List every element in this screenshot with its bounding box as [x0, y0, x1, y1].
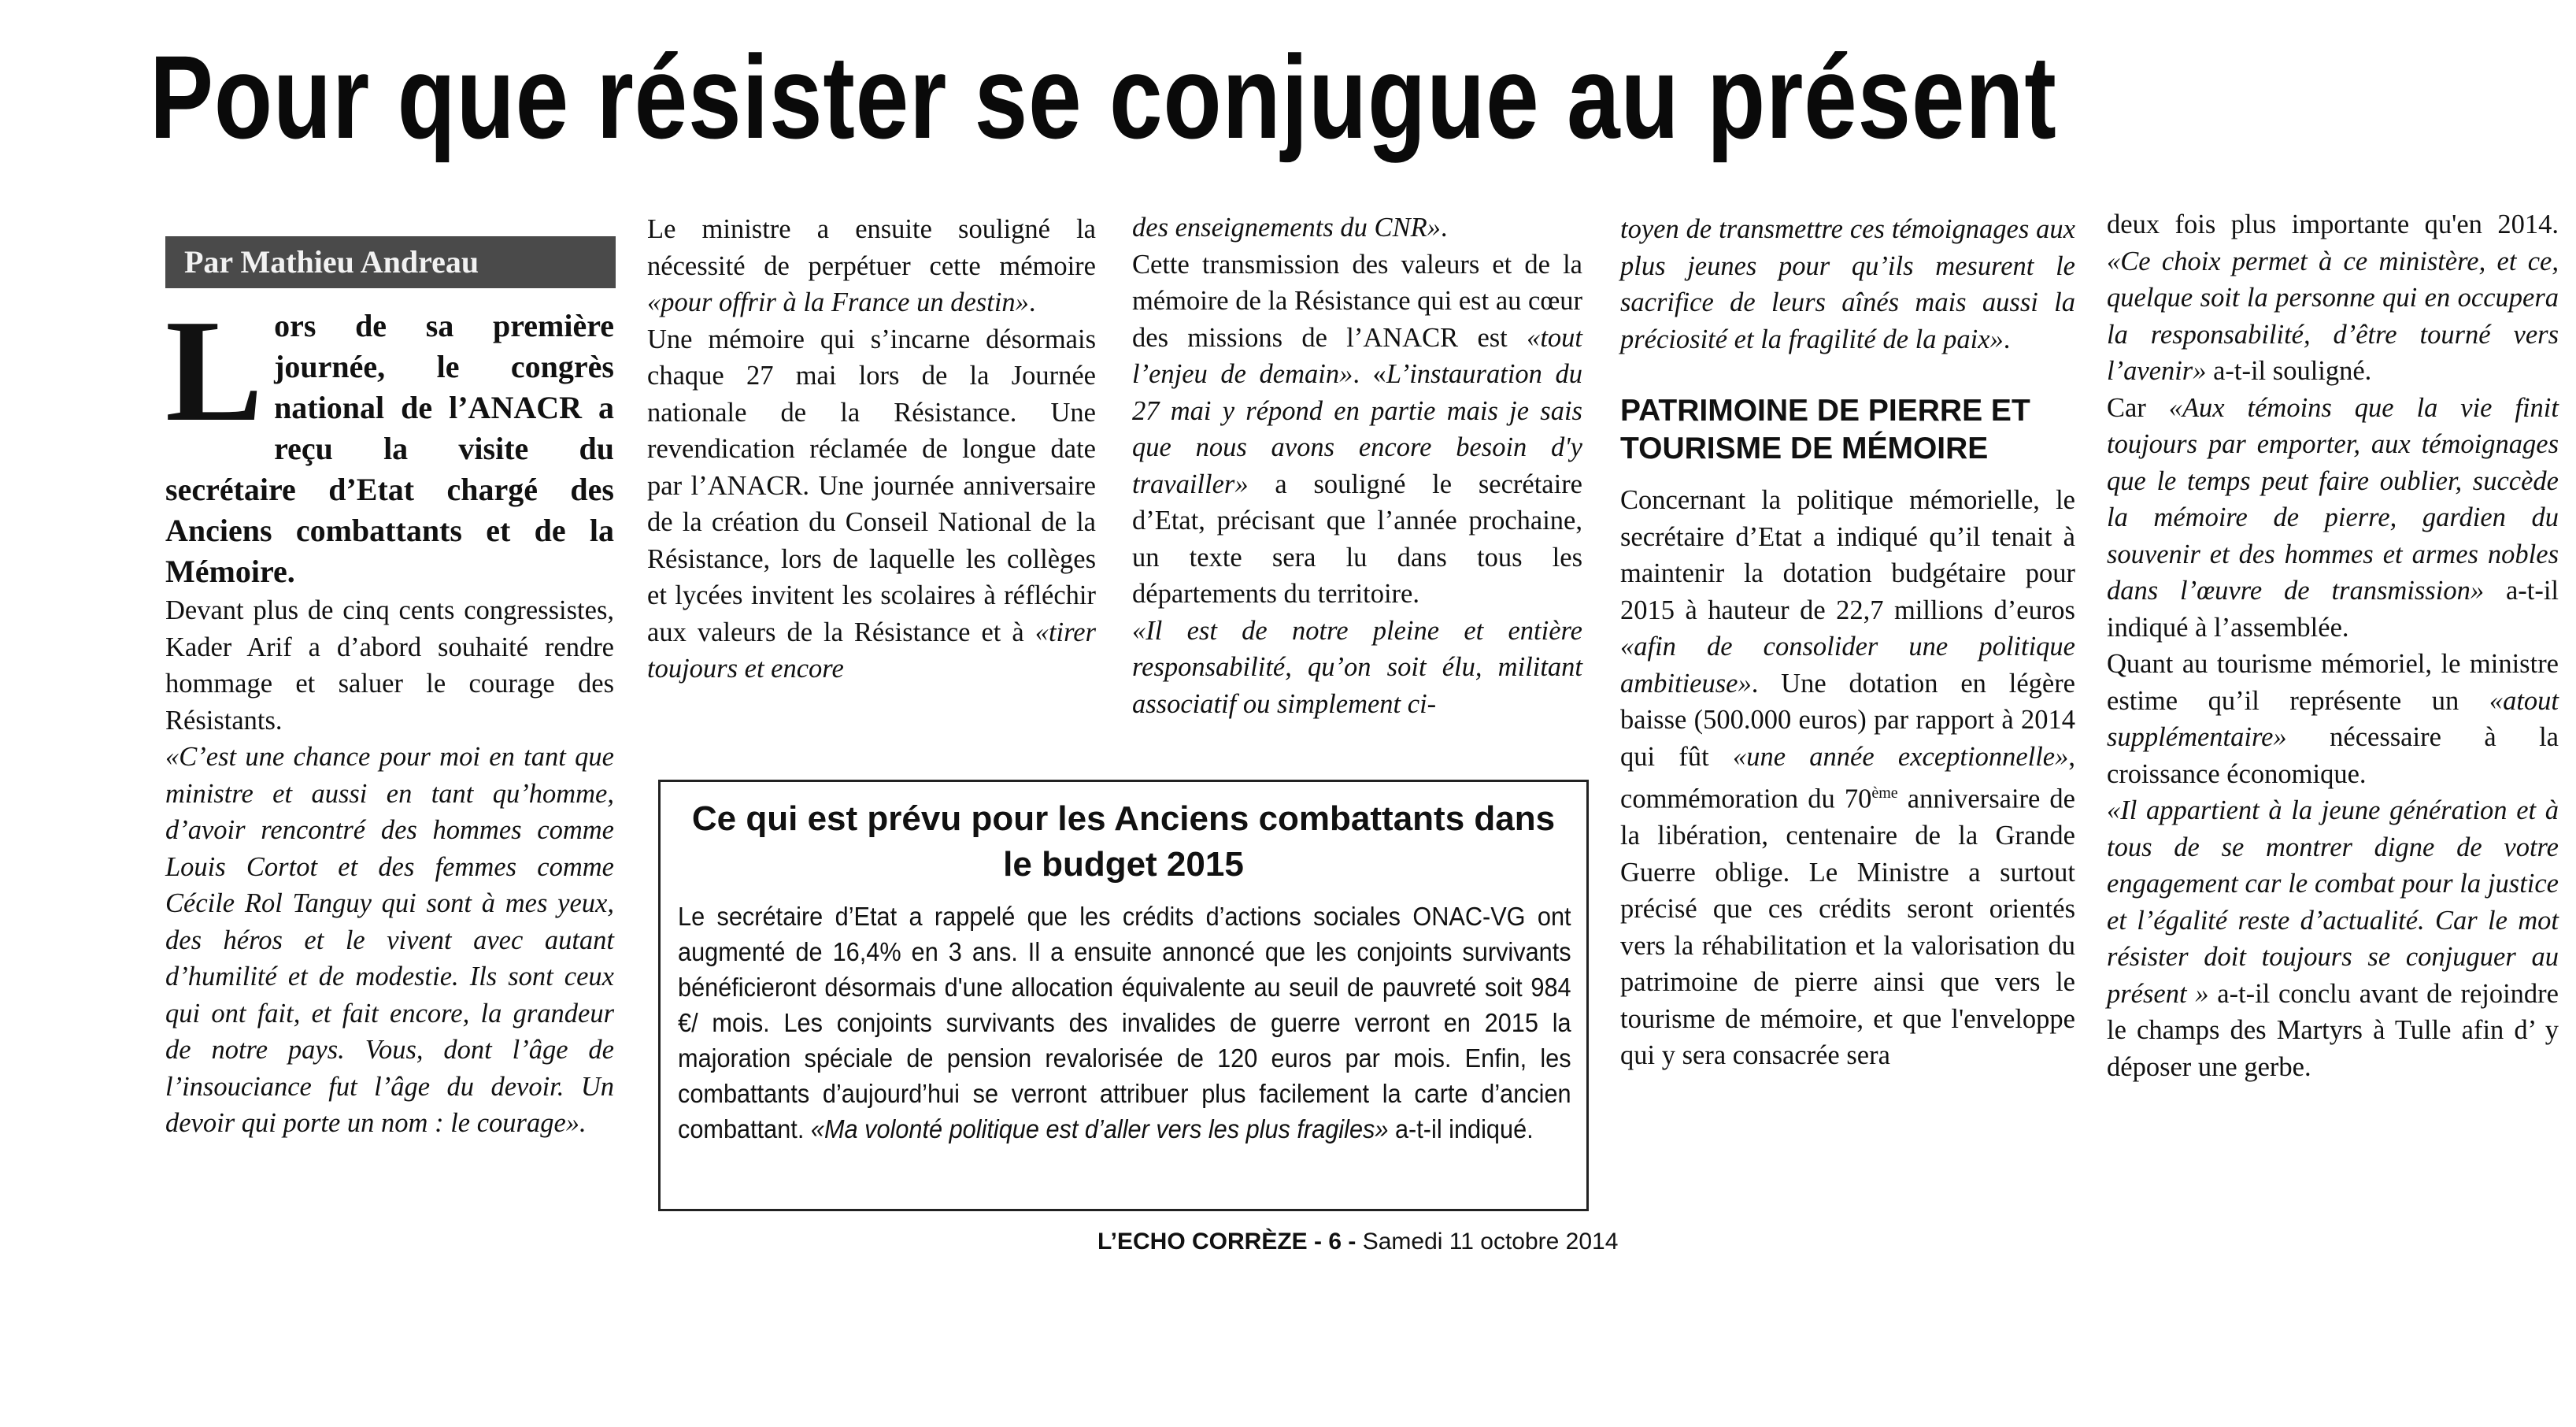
column-5 — [2107, 206, 2559, 1085]
column-3 — [1132, 209, 1582, 722]
box-title: Ce qui est prévu pour les Anciens combattants dans le budget 2015 — [691, 799, 1556, 884]
column-2 — [647, 211, 1096, 688]
lead-paragraph — [165, 290, 614, 592]
paragraph: Une mémoire qui s’incarne désormais chaque 27 mai lors de la Journée nationale de la Résistance. Une revendication réclamée de longue date par l’ANACR. Une journée anniversaire de la création du Conseil National de la Résistance, lors de laquelle les collèges et lycées invitent les scolaires à réfléchir aux valeurs de la Résistance et à «tirer toujours et encore — [647, 324, 1096, 684]
page-footer — [1097, 1229, 1618, 1255]
paragraph: «Il appartient à la jeune génération et à tous de se montrer digne de votre engagement car le combat pour la justice et l’égalité reste d’actualité. Car le mot résister doit toujours se conjuguer au présent » a-t-il conclu avant de rejoindre le champs des Martyrs à Tulle afin d’ y déposer une gerbe. — [2107, 795, 2559, 1082]
section-subheading: PATRIMOINE DE PIERRE ET TOURISME DE MÉMOIRE — [1620, 394, 2030, 465]
paragraph: Quant au tourisme mémoriel, le ministre estime qu’il représente un «atout supplémentaire» nécessaire à la croissance économique. — [2107, 649, 2559, 789]
paragraph: des enseignements du CNR». — [1132, 213, 1448, 243]
lead-text: ors de sa première journée, le congrès national de l’ANACR a reçu la visite du secrétaire d’Etat chargé des Anciens combattants et de la Mémoire. — [165, 308, 614, 589]
column-1 — [165, 211, 614, 1142]
column-4 — [1620, 211, 2075, 1074]
quote-paragraph: «Il est de notre pleine et entière responsabilité, qu’on soit élu, militant associatif ou simplement ci- — [1132, 615, 1582, 719]
budget-sidebar-box — [658, 780, 1589, 1211]
page-number: - 6 - — [1314, 1229, 1356, 1255]
paragraph: Cette transmission des valeurs et de la mémoire de la Résistance qui est au cœur des missions de l’ANACR est «tout l’enjeu de demain». «L’instauration du 27 mai y répond en partie mais je sais que nous avons encore besoin d'y travailler» a souligné le secrétaire d’Etat, précisant que l’année prochaine, un texte sera lu dans tous les départements du territoire. — [1132, 249, 1582, 609]
headline: Pour que résister se conjugue au présent — [150, 31, 2057, 163]
paragraph: deux fois plus importante qu'en 2014. «Ce choix permet à ce ministère, et ce, quelque soit la personne qui en occupera la responsabilité, d’être tourné vers l’avenir» a-t-il souligné. — [2107, 209, 2559, 386]
quote-paragraph: «C’est une chance pour moi en tant que ministre et aussi en tant qu’homme, d’avoir rencontré des hommes comme Louis Cortot et des femmes comme Cécile Rol Tanguy qui sont à mes yeux, des héros et le vivent avec autant d’humilité et de modestie. Ils sont ceux qui ont fait, et fait encore, la grandeur de notre pays. Vous, dont l’âge de l’insouciance fut l’âge du devoir. Un devoir qui porte un nom : le courage». — [165, 742, 614, 1138]
publication-date: Samedi 11 octobre 2014 — [1362, 1229, 1619, 1255]
drop-cap: L — [165, 290, 264, 452]
paragraph: Le ministre a ensuite souligné la nécessité de perpétuer cette mémoire «pour offrir à la France un destin». — [647, 214, 1096, 317]
paragraph: toyen de transmettre ces témoignages aux plus jeunes pour qu’ils mesurent le sacrifice de leurs aînés mais aussi la préciosité et la fragilité de la paix». — [1620, 214, 2075, 354]
paragraph: Car «Aux témoins que la vie finit toujours par emporter, aux témoignages que le temps peut faire oublier, succède la mémoire de pierre, gardien du souvenir et des hommes et armes nobles dans l’œuvre de transmission» a-t-il indiqué à l’assemblée. — [2107, 392, 2559, 643]
byline: Par Mathieu Andreau — [165, 236, 616, 288]
paragraph: Devant plus de cinq cents congressistes, Kader Arif a d’abord souhaité rendre hommage et saluer le courage des Résistants. — [165, 595, 614, 736]
publication-name: L’ECHO CORRÈZE — [1097, 1229, 1308, 1255]
paragraph: Concernant la politique mémorielle, le secrétaire d’Etat a indiqué qu’il tenait à maintenir la dotation budgétaire pour 2015 à hauteur de 22,7 millions d’euros «afin de consolider une politique ambitieuse». Une dotation en légère baisse (500.000 euros) par rapport à 2014 qui fût «une année exceptionnelle», commémoration du 70ème anniversaire de la libération, centenaire de la Grande Guerre oblige. Le Ministre a surtout précisé que ces crédits seront orientés vers la réhabilitation et la valorisation du patrimoine de pierre ainsi que vers le tourisme de mémoire, et que l'enveloppe qui y sera consacrée sera — [1620, 485, 2075, 1070]
box-body: Le secrétaire d’Etat a rappelé que les crédits d’actions sociales ONAC-VG ont augmenté de 16,4% en 3 ans. Il a ensuite annoncé que les conjoints survivants bénéficieront désormais d'une allocation équivalente au seuil de pauvreté soit 984 €/ mois. Les conjoints survivants des invalides de guerre verront en 2015 la majoration spéciale de pension revalorisée de 120 euros par mois. Enfin, les combattants d’aujourd’hui se verront attribuer plus facilement la carte d’ancien combattant. «Ma volonté politique est d’aller vers les plus fragiles» a-t-il indiqué. — [678, 902, 1571, 1143]
